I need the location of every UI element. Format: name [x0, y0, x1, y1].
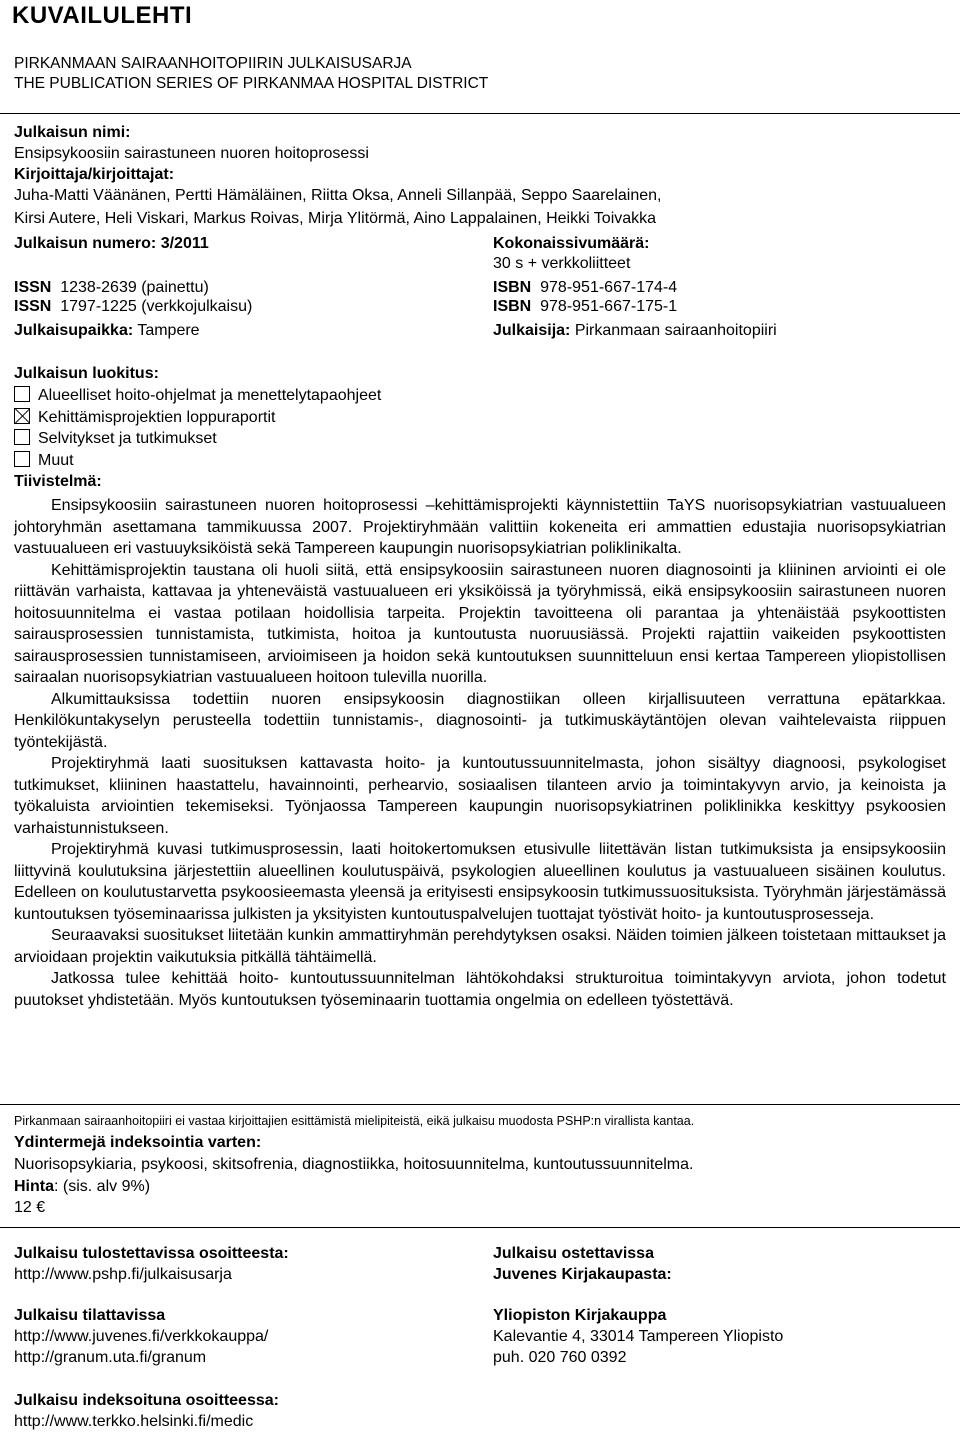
checkbox-icon [14, 386, 30, 402]
order-block [14, 1305, 268, 1368]
price-line [14, 1177, 150, 1197]
keywords-value: Nuorisopsykiaria, psykoosi, skitsofrenia, diagnostiikka, hoitosuunnitelma, kuntoutussuunnitelma. [14, 1156, 694, 1173]
publisher [493, 321, 777, 341]
series-block [14, 54, 488, 94]
classification-option-3 [14, 429, 217, 449]
abstract-paragraph: Ensipsykoosiin sairastuneen nuoren hoitoprosessi –kehittämisprojekti käynnistettiin TaYS nuorisopsykiatrian vastuualueen johtoryhmän asettamana tammikuussa 2007. Projektiryhmään valittiin kokeneita eri ammattien edustajia nuorisopsykiatrian vastuualueen eri vastuuyksiköistä sekä Tampereen kaupungin nuorisopsykiatrian poliklinikalta. [14, 497, 946, 557]
bottom-divider [0, 1227, 960, 1228]
classification-option-4 [14, 451, 74, 471]
publication-number-value: 3/2011 [160, 235, 209, 252]
abstract-paragraph: Seuraavaksi suositukset liitetään kunkin ammattiryhmän perehdytyksen osaksi. Näiden toimien jälkeen toistetaan mittaukset ja arvioidaan projektin vaikutuksia pitkällä tähtäimellä. [14, 927, 946, 966]
checked-checkbox-icon [14, 408, 30, 424]
abstract-label: Tiivistelmä: [14, 473, 102, 490]
isbn-label: ISBN [493, 279, 532, 296]
abstract-paragraph: Projektiryhmä laati suosituksen kattavasta hoito- ja kuntoutussuunnitelmasta, johon sisältyy diagnoosi, psykologiset tutkimukset, kliininen haastattelu, havainnointi, perhearvio, sosiaalisen tilanteen arvio ja toimintakyvyn arvio, ja keinoista ja työkaluista arviointien tekemiseksi. Työnjaossa Tampereen kaupungin nuorisopsykiatrinen poliklinikka keskittyy psykoosien varhaistunnistukseen. [14, 755, 946, 837]
abstract-paragraph: Projektiryhmä kuvasi tutkimusprosessin, laati hoitokertomuksen etusivulle liitettävän listan tutkimuksista ja ensipsykoosiin liittyvinä koulutuksina järjestettiin alueellinen koulutuspäivä, psykologien alueellinen koulutus ja vastuualueen sisäinen koulutus. Edelleen on koulutustarvetta psykoosieemasta yleensä ja erityisesti ensipsykoosin tutkimussuosituksista. Työryhmän järjestämässä kuntoutuksen työseminaarissa julkisten ja yksityisten kuntoutuspalvelujen tuottajat työstivät hoito- ja kuntoutusprosesseja. [14, 841, 946, 923]
classification-option-2 [14, 408, 275, 428]
index-url[interactable]: http://www.terkko.helsinki.fi/medic [14, 1413, 254, 1430]
keywords-label: Ydintermejä indeksointia varten: [14, 1134, 262, 1151]
issn-label: ISSN [14, 298, 52, 315]
checkbox-icon [14, 451, 30, 467]
order-label: Julkaisu tilattavissa [14, 1307, 166, 1324]
order-url-granum[interactable]: http://granum.uta.fi/granum [14, 1349, 207, 1366]
index-block [14, 1390, 279, 1432]
isbn-label: ISBN [493, 298, 532, 315]
publication-name-label: Julkaisun nimi: [14, 124, 131, 141]
availability-left [14, 1243, 289, 1285]
isbn-1 [493, 278, 677, 298]
index-label: Julkaisu indeksoituna osoitteessa: [14, 1392, 279, 1409]
issn-online-value: 1797-1225 (verkkojulkaisu) [60, 298, 253, 315]
price-note: : (sis. alv 9%) [54, 1178, 151, 1195]
shop-phone: puh. 020 760 0392 [493, 1349, 627, 1366]
publisher-value: Pirkanmaan sairaanhoitopiiri [574, 322, 777, 339]
price-value: 12 € [14, 1199, 46, 1216]
shop-address: Kalevantie 4, 33014 Tampereen Yliopisto [493, 1328, 784, 1345]
abstract-paragraph: Alkumittauksissa todettiin nuoren ensipsykoosin diagnostiikan olleen kirjallisuuteen verrattuna epätarkkaa. Henkilökuntakyselyn perusteella todettiin tunnistamis-, diagnosointi- ja tutkimuskäytäntöjen olevan vaihtelevaista riippuen työntekijästä. [14, 690, 946, 751]
issn-label: ISSN [14, 279, 52, 296]
buy-label-line-2: Juvenes Kirjakaupasta: [493, 1266, 672, 1283]
abstract-paragraph: Jatkossa tulee kehittää hoito- kuntoutussuunnitelman lähtökohdaksi strukturoitua toimintakyvyn arviota, johon todetut puutokset yhdistetään. Myös kuntoutuksen työseminaarin tuottamia ongelmia on edelleen työstettävä. [14, 970, 946, 1009]
authors-label: Kirjoittaja/kirjoittajat: [14, 166, 175, 183]
print-url[interactable]: http://www.pshp.fi/julkaisusarja [14, 1266, 232, 1283]
classification-option-label: Kehittämisprojektien loppuraportit [38, 409, 276, 426]
publication-number [14, 234, 209, 254]
top-divider [0, 113, 960, 114]
disclaimer: Pirkanmaan sairaanhoitopiiri ei vastaa kirjoittajien esittämistä mielipiteistä, eikä julkaisu muodosta PSHP:n virallista kantaa. [14, 1114, 695, 1128]
classification-option-label: Alueelliset hoito-ohjelmat ja menettelytapaohjeet [38, 387, 382, 404]
checkbox-icon [14, 429, 30, 445]
shop-block [493, 1305, 783, 1368]
shop-name: Yliopiston Kirjakauppa [493, 1307, 667, 1324]
abstract-paragraph: Kehittämisprojektin taustana oli huoli siitä, että ensipsykoosiin sairastuneen nuoren diagnosointi ja kliininen arviointi ei ole riittävän varhaista, kattavaa ja yhteneväistä vastuualueen eri yksiköissä ja työryhmissä, eikä ensipsykoosiin sairastuneen nuoren hoitosuunnitelma ei vastaa potilaan hoidollisia tarpeita. Projektin tavoitteena oli parantaa ja yhtenäistää psykoottisten sairausprosessien tunnistamista, tutkimista, hoitoa ja kuntoutusta nuoruusiässä. Projekti rajattiin vaikeiden psykoottisten sairausprosessien tunnistamiseen, arvioimiseen ja hoidon sekä kuntoutuksen suunnitteluun ensi kertaa Tampereen yliopistollisen sairaalan nuorisopsykiatrian vastuualueen hoitoon tulevilla nuorilla. [14, 561, 946, 686]
publication-place-label: Julkaisupaikka: [14, 322, 134, 339]
publication-number-label: Julkaisun numero: [14, 235, 157, 252]
series-title-fi: PIRKANMAAN SAIRAANHOITOPIIRIN JULKAISUSARJA [14, 55, 412, 72]
authors-line-2: Kirsi Autere, Heli Viskari, Markus Roivas, Mirja Ylitörmä, Aino Lappalainen, Heikki Toivakka [14, 210, 657, 227]
publication-name-value: Ensipsykoosiin sairastuneen nuoren hoitoprosessi [14, 145, 369, 162]
authors-line-1: Juha-Matti Väänänen, Pertti Hämäläinen, Riitta Oksa, Anneli Sillanpää, Seppo Saarelainen, [14, 187, 662, 204]
middle-divider [0, 1104, 960, 1105]
print-label: Julkaisu tulostettavissa osoitteesta: [14, 1245, 289, 1262]
publication-place-value: Tampere [137, 322, 200, 339]
isbn-2 [493, 297, 677, 317]
classification-option-label: Selvitykset ja tutkimukset [38, 430, 217, 447]
classification-label: Julkaisun luokitus: [14, 365, 159, 382]
publication-place [14, 321, 200, 341]
price-label: Hinta [14, 1178, 54, 1195]
isbn-2-value: 978-951-667-175-1 [540, 298, 678, 315]
issn-print [14, 278, 209, 298]
total-pages-label: Kokonaissivumäärä: [493, 235, 650, 252]
abstract-body [14, 495, 946, 1011]
classification-option-label: Muut [38, 452, 74, 469]
issn-print-value: 1238-2639 (painettu) [60, 279, 209, 296]
classification-option-1 [14, 386, 381, 406]
buy-block [493, 1243, 672, 1285]
publisher-label: Julkaisija: [493, 322, 571, 339]
series-title-en: THE PUBLICATION SERIES OF PIRKANMAA HOSPITAL DISTRICT [14, 75, 489, 92]
issn-online [14, 297, 252, 317]
isbn-1-value: 978-951-667-174-4 [540, 279, 678, 296]
page-title: KUVAILULEHTI [12, 2, 193, 29]
buy-label-line-1: Julkaisu ostettavissa [493, 1245, 654, 1262]
total-pages-value: 30 s + verkkoliitteet [493, 255, 631, 272]
order-url-juvenes[interactable]: http://www.juvenes.fi/verkkokauppa/ [14, 1328, 269, 1345]
